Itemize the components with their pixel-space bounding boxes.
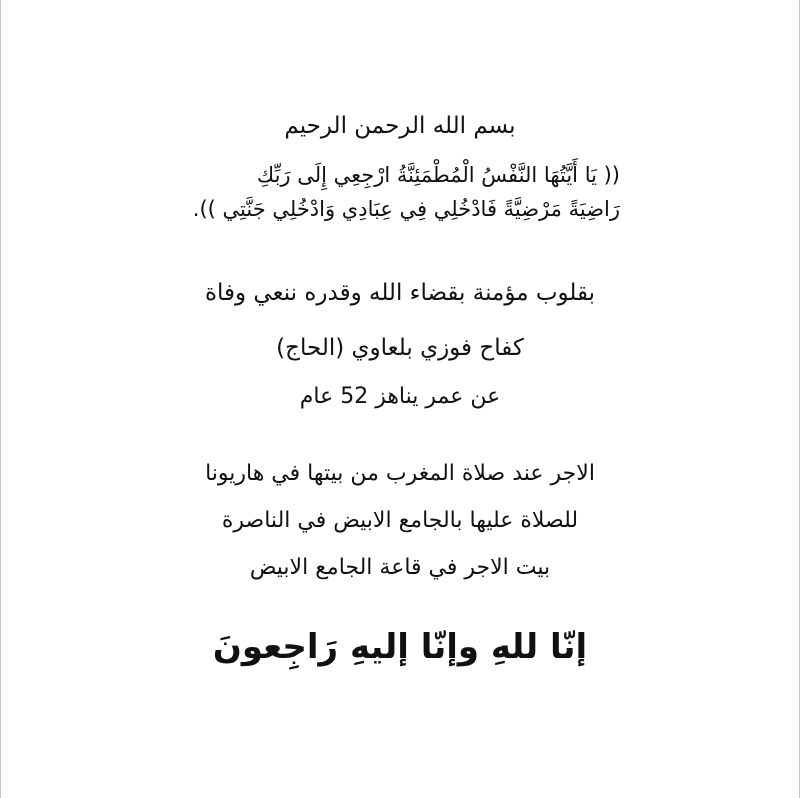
page-left-border — [0, 0, 1, 798]
condolence-detail-line: بيت الاجر في قاعة الجامع الابيض — [249, 555, 551, 580]
deceased-name: كفاح فوزي بلعاوي (الحاج) — [276, 335, 524, 361]
condolence-detail-line: للصلاة عليها بالجامع الابيض في الناصرة — [221, 508, 579, 533]
closing-phrase: إنّا للهِ وإنّا إليهِ رَاجِعونَ — [212, 627, 588, 667]
condolence-detail-line: الاجر عند صلاة المغرب من بيتها في هاريونا — [205, 461, 595, 486]
basmala-heading: بسم الله الرحمن الرحيم — [284, 113, 516, 139]
deceased-age: عن عمر يناهز 52 عام — [299, 384, 501, 409]
quran-verse-line-2: رَاضِيَةً مَرْضِيَّةً فَادْخُلِي فِي عِبَادِي وَادْخُلِي جَنَّتِي )). — [192, 197, 620, 221]
death-announcement: بقلوب مؤمنة بقضاء الله وقدره ننعي وفاة — [204, 280, 596, 306]
quran-verse-line-1: (( يَا أَيَّتُهَا النَّفْسُ الْمُطْمَئِنَّةُ ارْجِعِي إِلَى رَبِّكِ — [256, 163, 620, 187]
